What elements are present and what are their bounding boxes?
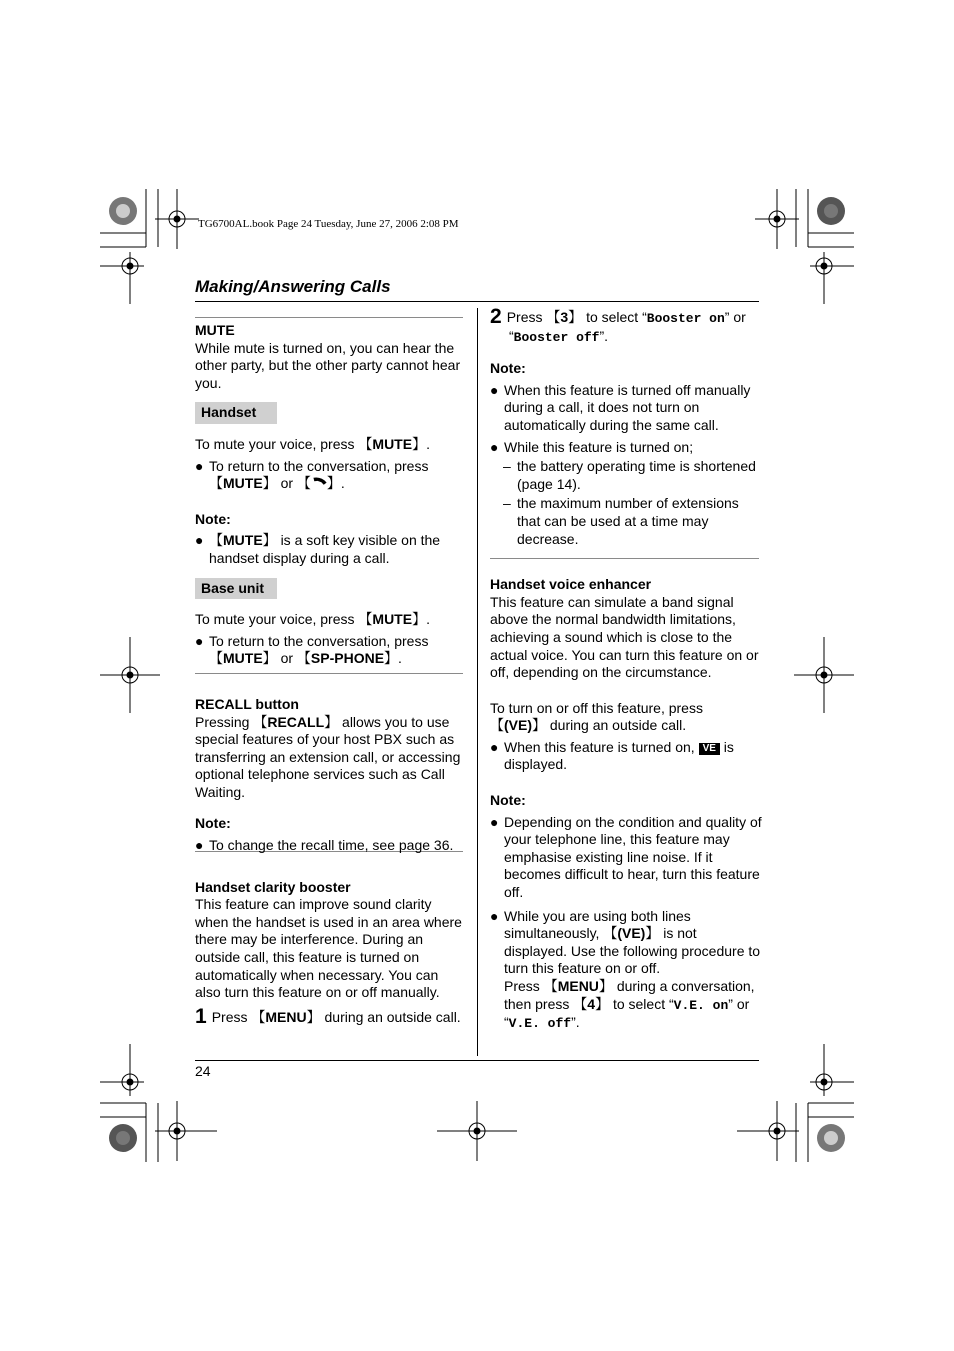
left-column	[195, 318, 467, 1026]
clarity-heading: Handset clarity booster	[195, 878, 351, 895]
booster-dash-1: – the battery operating time is shortened (page 14).	[503, 458, 756, 492]
clarity-text: This feature can improve sound clarity when the handset is used in an area where there may be interference. During an outside call, this feature is turned on automatically when necessary. You can also turn this feature on or off manually.	[195, 896, 462, 1001]
enhancer-turn-text: To turn on or off this feature, press 【 (VE) 】 during an outside call.	[490, 700, 762, 735]
enhancer-heading: Handset voice enhancer	[490, 576, 652, 593]
booster-note-heading: Note:	[490, 360, 526, 377]
right-column	[490, 305, 762, 1033]
clarity-step-1: 1 Press 【 MENU 】 during an outside call.	[195, 1008, 467, 1027]
base-bullet: ● To return to the conversation, press 【 MUTE 】 or 【 SP-PHONE 】 .	[195, 633, 467, 668]
column-divider	[477, 308, 478, 1056]
page-number: 24	[195, 1063, 211, 1079]
booster-note-2: ● While this feature is turned on;	[490, 438, 694, 455]
recall-text: Pressing 【 RECALL 】 allows you to use special features of your host PBX such as transferring an extension call, or accessing optional telephone services such as Call Waiting.	[195, 714, 467, 802]
booster-dash-2: – the maximum number of extensions that can be used at a time may decrease.	[503, 495, 739, 547]
enhancer-note-1: ● Depending on the condition and quality of your telephone line, this feature may emphasise existing line noise. If it becomes difficult to hear, turn this feature off.	[490, 813, 762, 901]
recall-note-heading: Note:	[195, 815, 231, 832]
enhancer-bullet-1: ● When this feature is turned on, VE is displayed.	[490, 738, 734, 773]
enhancer-note-heading: Note:	[490, 792, 526, 809]
off-hook-icon	[297, 475, 341, 491]
mute-note-heading: Note:	[195, 510, 231, 527]
ve-icon: VE	[699, 743, 720, 755]
print-header: TG6700AL.book Page 24 Tuesday, June 27, 2006 2:08 PM	[198, 218, 459, 230]
mute-intro: While mute is turned on, you can hear the other party, but the other party cannot hear you.	[195, 339, 461, 391]
base-mute-text: To mute your voice, press 【 MUTE 】 .	[195, 611, 467, 629]
clarity-step-2: 2 Press 【 3 】 to select “Booster on” or “Booster off”.	[490, 308, 762, 346]
mute-heading: MUTE	[195, 322, 235, 338]
enhancer-text: This feature can simulate a band signal above the normal bandwidth limitations, achieving a sound which is close to the actual voice. You can turn this feature on or off, depending on the circumstance.	[490, 593, 759, 681]
recall-note: ● To change the recall time, see page 36.	[195, 837, 454, 854]
section-title: Making/Answering Calls	[195, 277, 391, 296]
mute-note: ● 【 MUTE 】 is a soft key visible on the handset display during a call.	[195, 532, 467, 567]
handset-mute-text: To mute your voice, press 【 MUTE 】 .	[195, 436, 467, 454]
base-unit-tag: Base unit	[195, 578, 277, 600]
title-rule	[195, 301, 759, 302]
handset-tag: Handset	[195, 402, 277, 424]
handset-bullet: ● To return to the conversation, press 【 MUTE 】 or 【 】 .	[195, 458, 467, 493]
recall-heading: RECALL button	[195, 695, 299, 712]
enhancer-note-2: ● While you are using both lines simultaneously, 【 (VE) 】 is not displayed. Use the following procedure to turn this feature on or off. Press 【 MENU 】 during a conversation, then press 【 4 】 to select “V.E. on” or “V.E. off”.	[490, 908, 762, 1033]
footer-rule	[195, 1060, 759, 1061]
booster-note-1: ● When this feature is turned off manually during a call, it does not turn on automatically during the same call.	[490, 381, 751, 433]
